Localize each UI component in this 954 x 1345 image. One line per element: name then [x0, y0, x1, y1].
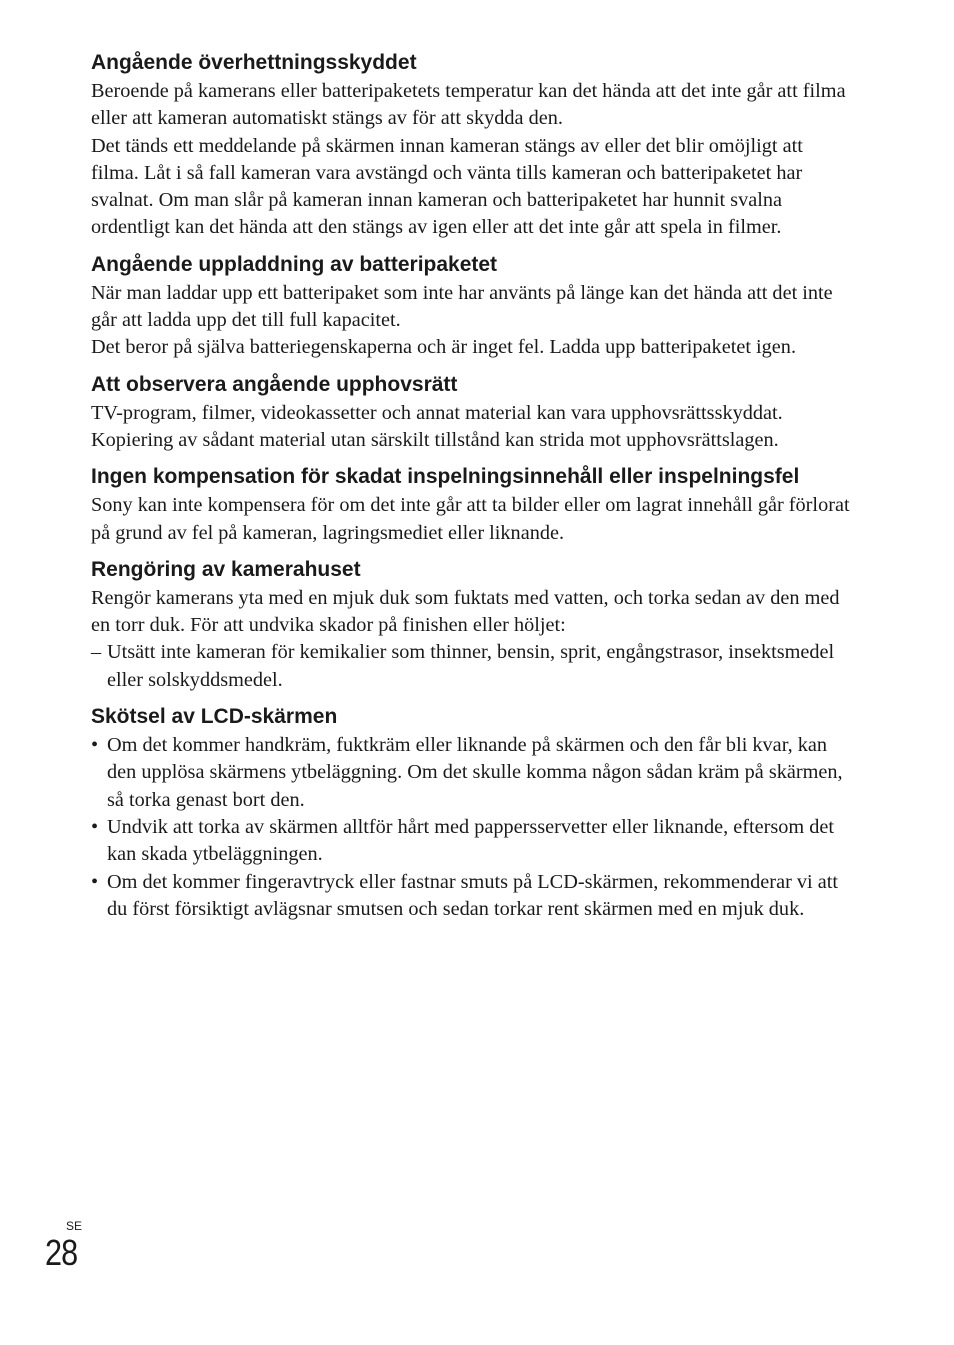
section-lcd-care [91, 702, 851, 923]
paragraph: Rengör kamerans yta med en mjuk duk som fuktats med vatten, och torka sedan av den med en torr duk. För att undvika skador på finishen eller höljet: [91, 586, 840, 637]
paragraph: Beroende på kamerans eller batteripaketets temperatur kan det hända att det inte går att filma eller att kameran automatiskt stängs av för att skydda den. [91, 80, 846, 130]
list-item [91, 639, 851, 694]
section-heading: Skötsel av LCD-skärmen [91, 705, 338, 729]
list-item-text: Om det kommer handkräm, fuktkräm eller liknande på skärmen och den får bli kvar, kan den upplösa skärmens ytbeläggning. Om det skulle komma någon sådan kräm på skärmen, så torka genast bort den. [107, 734, 843, 811]
paragraph: När man laddar upp ett batteripaket som inte har använts på länge kan det hända att det inte går att ladda upp det till full kapacitet. [91, 281, 833, 332]
page-language-code: SE [66, 1219, 83, 1233]
page-number: 28 [45, 1232, 78, 1273]
section-heading: Angående överhettningsskyddet [91, 51, 417, 74]
dash-list [91, 639, 851, 694]
section-cleaning [91, 555, 851, 694]
document-body [91, 48, 851, 931]
section-heading: Ingen kompensation för skadat inspelningsinnehåll eller inspelningsfel [91, 465, 800, 489]
bullet-list [91, 732, 851, 923]
bullet-marker: • [91, 870, 99, 893]
paragraph: Det beror på själva batteriegenskaperna och är inget fel. Ladda upp batteripaketet igen. [91, 336, 797, 359]
section-copyright [91, 370, 851, 455]
list-item-text: Om det kommer fingeravtryck eller fastnar smuts på LCD-skärmen, rekommenderar vi att du först försiktigt avlägsnar smutsen och sedan torkar rent skärmen med en mjuk duk. [107, 870, 839, 920]
section-overheating [91, 48, 851, 242]
section-heading: Angående uppladdning av batteripaketet [91, 252, 498, 276]
section-heading: Att observera angående upphovsrätt [91, 372, 458, 396]
bullet-marker: • [91, 815, 99, 838]
bullet-marker: • [91, 734, 99, 757]
list-item [91, 869, 851, 924]
list-item [91, 814, 851, 869]
list-item [91, 732, 851, 814]
section-battery-charging [91, 250, 851, 362]
paragraph: TV-program, filmer, videokassetter och annat material kan vara upphovsrättsskyddat. Kopiering av sådant material utan särskilt tillstånd kan strida mot upphovsrättslagen. [91, 401, 783, 451]
list-item-text: Utsätt inte kameran för kemikalier som thinner, bensin, sprit, engångstrasor, insektsmedel eller solskyddsmedel. [107, 641, 835, 691]
paragraph: Det tänds ett meddelande på skärmen innan kameran stängs av eller det blir omöjligt att filma. Låt i så fall kameran vara avstängd och vänta tills kameran och batteripaketet har svalnat. Om man slår på kameran innan kameran och batteripaketet har hunnit svalna ordentligt kan det hända att den stängs av igen eller att det inte går att spela in filmer. [91, 134, 803, 239]
paragraph: Sony kan inte kompensera för om det inte går att ta bilder eller om lagrat innehåll går förlorat på grund av fel på kameran, lagringsmediet eller liknande. [91, 494, 850, 544]
list-item-text: Undvik att torka av skärmen alltför hårt med pappersservetter eller liknande, eftersom det kan skada ytbeläggningen. [107, 815, 835, 866]
section-no-compensation [91, 462, 851, 547]
section-heading: Rengöring av kamerahuset [91, 557, 361, 581]
dash-marker: – [91, 641, 102, 664]
